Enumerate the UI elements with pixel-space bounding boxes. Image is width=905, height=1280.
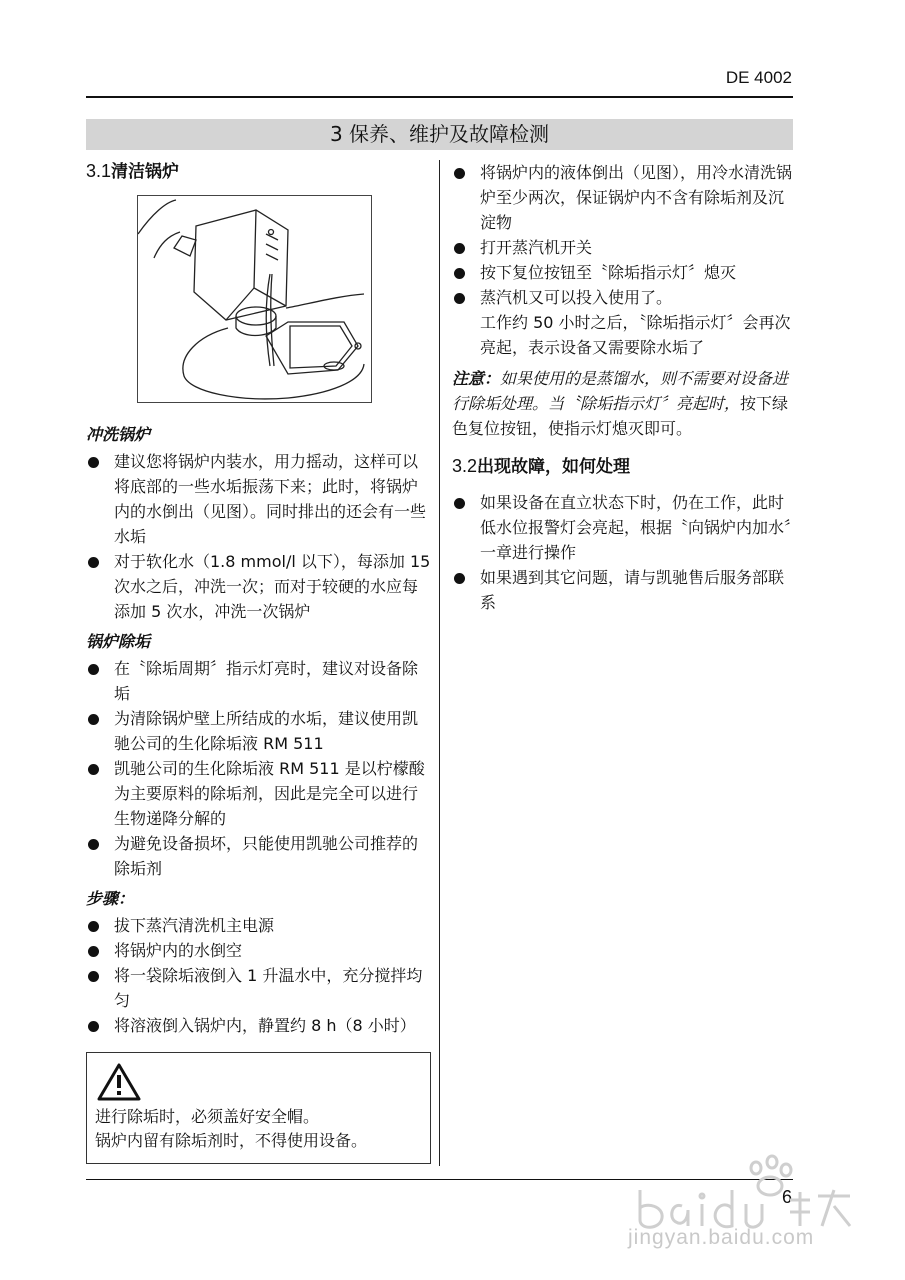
list-item-text: 拔下蒸汽清洗机主电源: [114, 916, 275, 935]
list-item: [86, 963, 431, 1013]
steps-subheading: 步骤：: [86, 889, 135, 908]
list-item-text: 如果遇到其它问题，请与凯驰售后服务部联系: [480, 568, 785, 612]
note-rest-text: 按下绿色复位按钮，使指示灯熄灭即可。: [452, 394, 789, 438]
list-item-text: 将锅炉内的液体倒出（见图），用冷水清洗锅炉至少两次，保证锅炉内不含有除垢剂及沉淀物: [480, 163, 793, 232]
list-item-text: 凯驰公司的生化除垢液 RM 511 是以柠檬酸为主要原料的除垢剂，因此是完全可以进行生物递降分解的: [114, 759, 425, 828]
list-item: [86, 831, 431, 881]
list-item: [452, 260, 794, 285]
list-item: [452, 565, 794, 615]
descale-subheading: 锅炉除垢: [86, 632, 151, 651]
list-item-text: 按下复位按钮至〝除垢指示灯〞熄灭: [480, 263, 737, 282]
bullet-icon: [88, 946, 99, 957]
left-column: [86, 160, 431, 1164]
list-item-text: 建议您将锅炉内装水，用力摇动，这样可以将底部的一些水垢振荡下来；此时，将锅炉内的水倒出（见图）。同时排出的还会有一些水垢: [114, 452, 427, 546]
heading-text: 清洁锅炉: [111, 162, 180, 182]
list-item: [452, 160, 794, 235]
bullet-icon: [88, 714, 99, 725]
boiler-pour-illustration: [137, 195, 372, 403]
descale-list: [86, 656, 431, 881]
bullet-icon: [454, 268, 465, 279]
bullet-icon: [88, 839, 99, 850]
note-italic-text: 如果使用的是蒸馏水，则不需要对设备进行除垢处理。当〝除垢指示灯〞亮起时，: [452, 369, 789, 413]
list-item: [86, 756, 431, 831]
note-label: 注意：: [452, 369, 501, 388]
bullet-icon: [454, 168, 465, 179]
bullet-icon: [88, 457, 99, 468]
continued-steps-list: [452, 160, 794, 310]
list-item: [86, 656, 431, 706]
bullet-icon: [454, 498, 465, 509]
list-item: [86, 938, 431, 963]
bullet-icon: [88, 664, 99, 675]
bullet-icon: [454, 573, 465, 584]
warning-line-2: 锅炉内留有除垢剂时，不得使用设备。: [95, 1131, 368, 1150]
list-item: [86, 913, 431, 938]
list-item: [86, 1013, 431, 1038]
list-item: [452, 285, 794, 310]
list-item-text: 蒸汽机又可以投入使用了。: [480, 288, 673, 307]
heading-number: 3.1: [86, 161, 112, 181]
section-title: 3 保养、维护及故障检测: [86, 119, 793, 150]
bullet-icon: [454, 293, 465, 304]
list-item-text: 将溶液倒入锅炉内，静置约 8 h（8 小时）: [114, 1016, 416, 1035]
list-item-text: 如果设备在直立状态下时，仍在工作，此时低水位报警灯会亮起，根据〝向锅炉内加水〞一章进行操作: [480, 493, 793, 562]
model-number: DE 4002: [725, 68, 792, 87]
list-item: [452, 235, 794, 260]
list-item-text: 将一袋除垢液倒入 1 升温水中，充分搅拌均匀: [114, 966, 423, 1010]
fault-list: [452, 490, 794, 615]
page-number: 6: [781, 1187, 792, 1207]
right-column: [452, 160, 794, 615]
steps-list: [86, 913, 431, 1038]
bullet-icon: [88, 764, 99, 775]
list-item-text: 打开蒸汽机开关: [480, 238, 593, 257]
list-item: [86, 449, 431, 549]
bullet-icon: [454, 243, 465, 254]
warning-box: [86, 1052, 431, 1164]
bullet-icon: [88, 921, 99, 932]
heading-number: 3.2: [452, 456, 478, 476]
bullet-icon: [88, 971, 99, 982]
heading-text: 出现故障，如何处理: [477, 457, 631, 477]
list-item-text: 为避免设备损坏，只能使用凯驰公司推荐的除垢剂: [114, 834, 419, 878]
list-item-text: 为清除锅炉壁上所结成的水垢，建议使用凯驰公司的生化除垢液 RM 511: [114, 709, 419, 753]
bullet-icon: [88, 1021, 99, 1032]
warning-line-1: 进行除垢时，必须盖好安全帽。: [95, 1107, 320, 1126]
header-rule: [86, 96, 793, 98]
list-item: [452, 490, 794, 565]
list-item-text: 在〝除垢周期〞指示灯亮时，建议对设备除垢: [114, 659, 419, 703]
list-item-text: 对于软化水（1.8 mmol/l 以下），每添加 15 次水之后，冲洗一次；而对于较硬的水应每添加 5 次水，冲洗一次锅炉: [114, 552, 431, 621]
heading-3-1: [86, 160, 431, 183]
note-paragraph: [452, 366, 794, 441]
flush-list: [86, 449, 431, 624]
heading-3-2: [452, 455, 794, 478]
list-item: [86, 706, 431, 756]
column-divider: [439, 160, 440, 1166]
continuation-text: 工作约 50 小时之后，〝除垢指示灯〞会再次亮起，表示设备又需要除水垢了: [480, 313, 791, 357]
watermark-url: jingyan.baidu.com: [628, 1226, 815, 1249]
flush-subheading: 冲洗锅炉: [86, 425, 151, 444]
bullet-icon: [88, 557, 99, 568]
list-item: [86, 549, 431, 624]
warning-triangle-icon: [97, 1063, 141, 1101]
list-item-text: 将锅炉内的水倒空: [114, 941, 243, 960]
